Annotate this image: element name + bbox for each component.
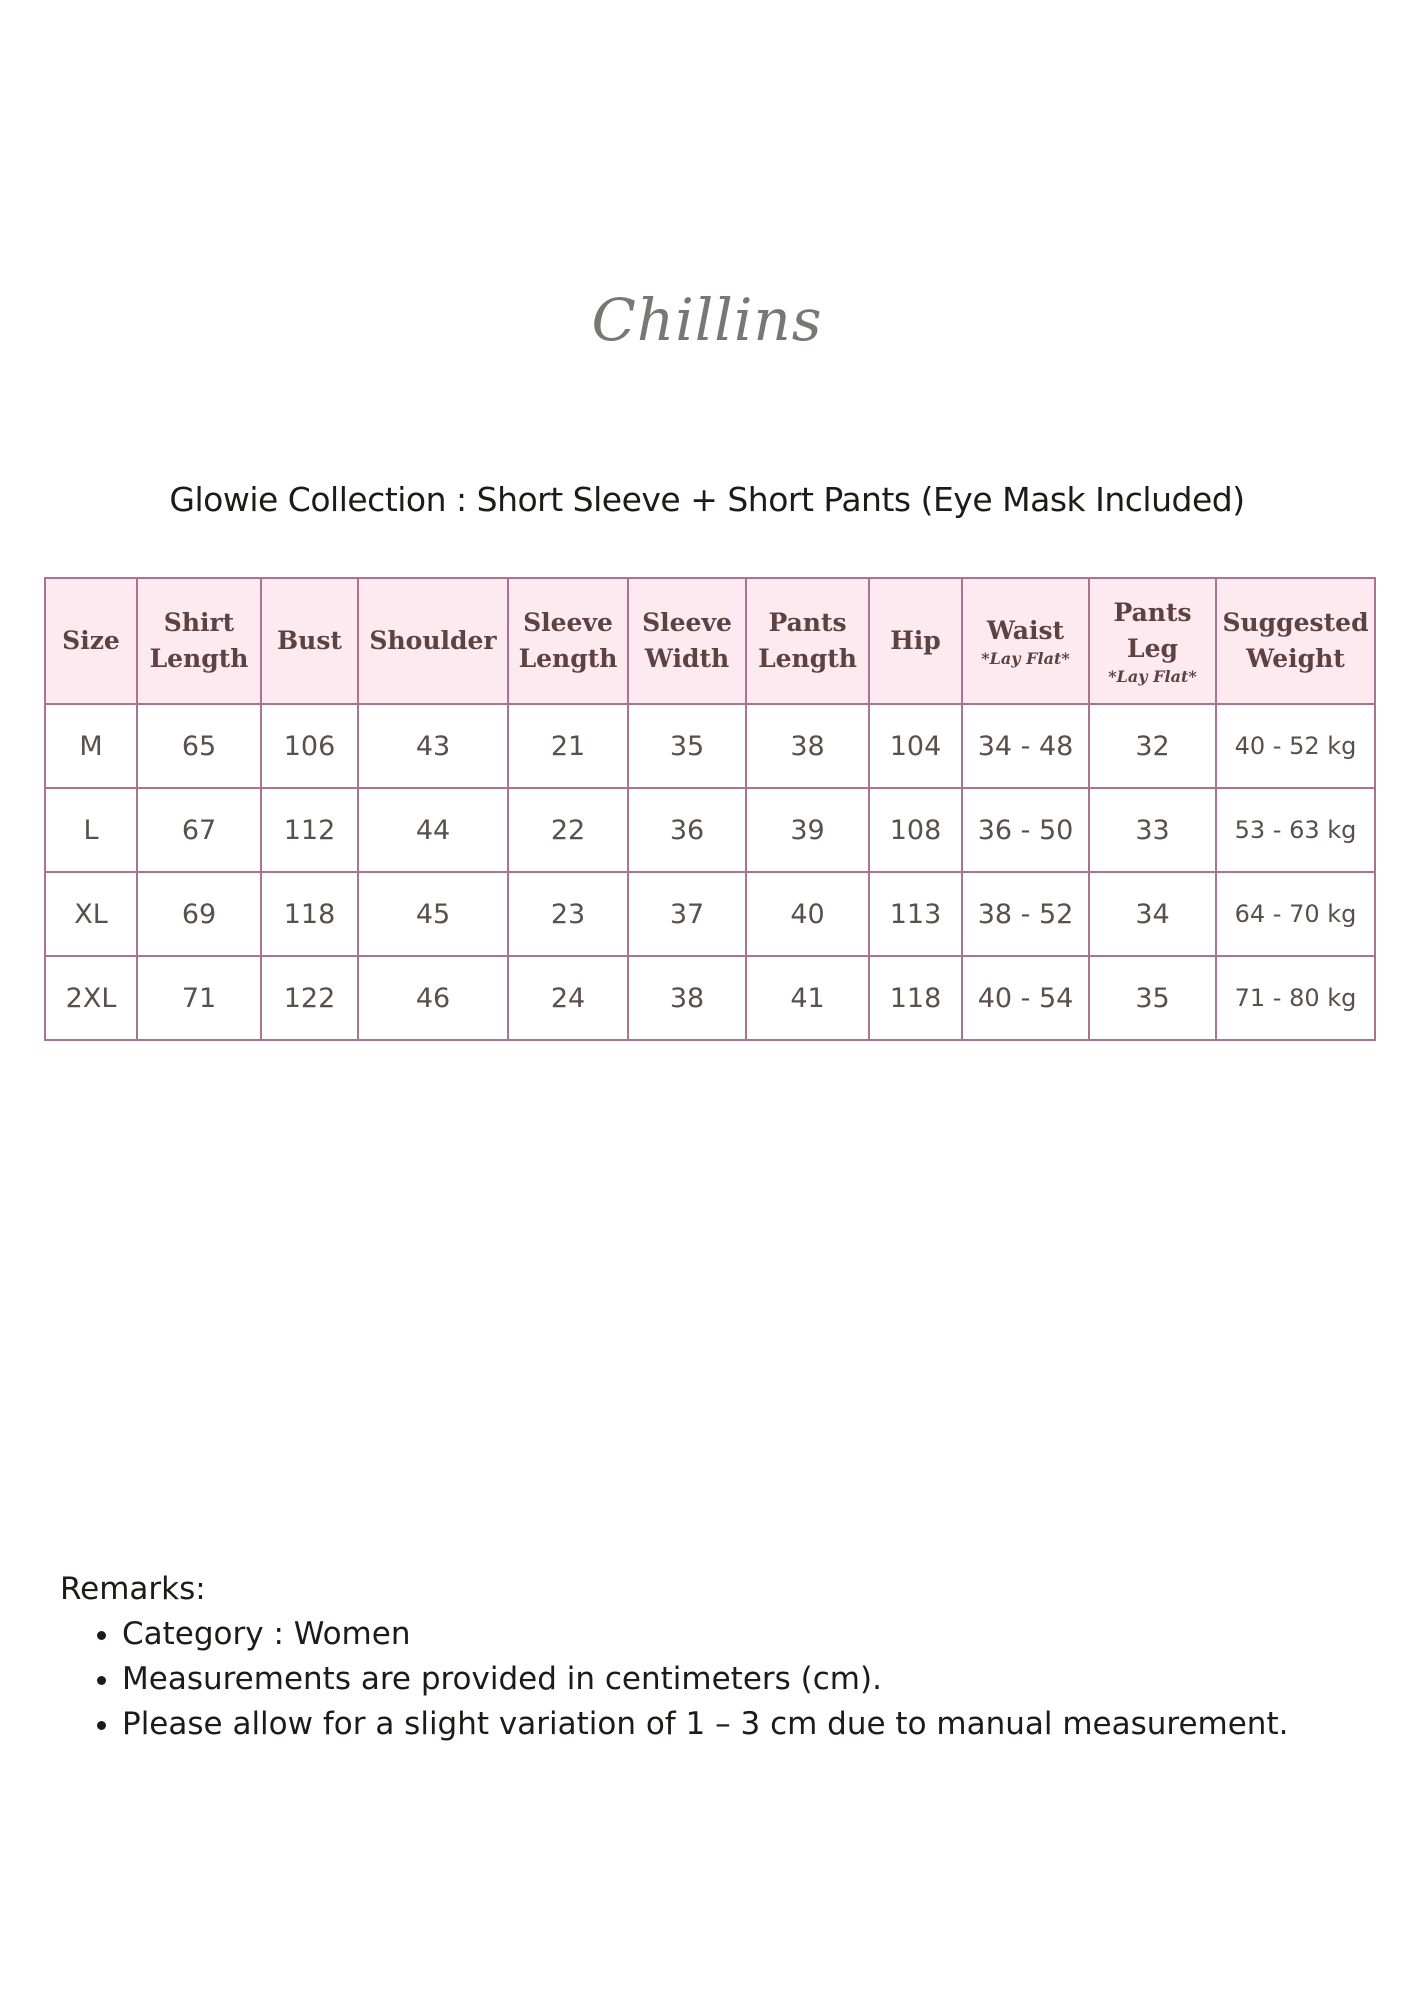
table-cell: 45 bbox=[358, 872, 508, 956]
table-cell: 35 bbox=[628, 704, 746, 788]
table-cell: 24 bbox=[508, 956, 628, 1040]
header-pants-leg-note: *Lay Flat* bbox=[1108, 667, 1197, 686]
table-cell: 32 bbox=[1089, 704, 1216, 788]
remarks-item: • Measurements are provided in centimeters (cm). bbox=[122, 1657, 1288, 1702]
table-cell: XL bbox=[45, 872, 137, 956]
table-cell: 53 - 63 kg bbox=[1216, 788, 1375, 872]
table-cell: 112 bbox=[261, 788, 358, 872]
brand-logo: Chillins bbox=[591, 286, 823, 354]
table-cell: 122 bbox=[261, 956, 358, 1040]
table-cell: 40 bbox=[746, 872, 869, 956]
remarks-section bbox=[60, 1566, 1288, 1747]
remarks-title: Remarks: bbox=[60, 1571, 206, 1607]
table-cell: 36 bbox=[628, 788, 746, 872]
header-shirt-length: Shirt Length bbox=[137, 578, 261, 704]
table-cell: 65 bbox=[137, 704, 261, 788]
size-chart-table bbox=[44, 577, 1376, 1041]
table-cell: 46 bbox=[358, 956, 508, 1040]
table-cell: 38 - 52 bbox=[962, 872, 1089, 956]
table-row bbox=[45, 956, 1375, 1040]
table-cell: 71 bbox=[137, 956, 261, 1040]
table-cell: 67 bbox=[137, 788, 261, 872]
header-row bbox=[45, 578, 1375, 704]
table-cell: 41 bbox=[746, 956, 869, 1040]
table-cell: 44 bbox=[358, 788, 508, 872]
header-bust: Bust bbox=[261, 578, 358, 704]
table-cell: 33 bbox=[1089, 788, 1216, 872]
table-row bbox=[45, 788, 1375, 872]
table-cell: 36 - 50 bbox=[962, 788, 1089, 872]
table-cell: 38 bbox=[746, 704, 869, 788]
table-cell: 23 bbox=[508, 872, 628, 956]
table-cell: 34 bbox=[1089, 872, 1216, 956]
table-cell: 108 bbox=[869, 788, 962, 872]
table-cell: 106 bbox=[261, 704, 358, 788]
header-sleeve-width: Sleeve Width bbox=[628, 578, 746, 704]
header-hip: Hip bbox=[869, 578, 962, 704]
remarks-list bbox=[60, 1612, 1288, 1747]
table-cell: 118 bbox=[261, 872, 358, 956]
table-cell: 64 - 70 kg bbox=[1216, 872, 1375, 956]
table-cell: 71 - 80 kg bbox=[1216, 956, 1375, 1040]
table-cell: 40 - 52 kg bbox=[1216, 704, 1375, 788]
table-cell: 37 bbox=[628, 872, 746, 956]
table-cell: 21 bbox=[508, 704, 628, 788]
table-row bbox=[45, 872, 1375, 956]
table-cell: 43 bbox=[358, 704, 508, 788]
header-pants-length: Pants Length bbox=[746, 578, 869, 704]
remarks-item: • Category : Women bbox=[122, 1612, 1288, 1657]
collection-title: Glowie Collection : Short Sleeve + Short Pants (Eye Mask Included) bbox=[169, 480, 1245, 519]
table-cell: 35 bbox=[1089, 956, 1216, 1040]
table-cell: 34 - 48 bbox=[962, 704, 1089, 788]
header-shoulder: Shoulder bbox=[358, 578, 508, 704]
table-cell: 2XL bbox=[45, 956, 137, 1040]
table-cell: 38 bbox=[628, 956, 746, 1040]
table-row bbox=[45, 704, 1375, 788]
remarks-item: • Please allow for a slight variation of 1 – 3 cm due to manual measurement. bbox=[122, 1702, 1288, 1747]
table-cell: 40 - 54 bbox=[962, 956, 1089, 1040]
table-cell: 22 bbox=[508, 788, 628, 872]
header-waist-note: *Lay Flat* bbox=[981, 649, 1070, 668]
header-pants-leg: Pants Leg *Lay Flat* bbox=[1089, 578, 1216, 704]
table-cell: 69 bbox=[137, 872, 261, 956]
table-cell: 39 bbox=[746, 788, 869, 872]
header-suggested-weight: Suggested Weight bbox=[1216, 578, 1375, 704]
table-cell: M bbox=[45, 704, 137, 788]
header-waist: Waist *Lay Flat* bbox=[962, 578, 1089, 704]
header-size: Size bbox=[45, 578, 137, 704]
table-cell: 104 bbox=[869, 704, 962, 788]
table-cell: 113 bbox=[869, 872, 962, 956]
table-cell: L bbox=[45, 788, 137, 872]
header-sleeve-length: Sleeve Length bbox=[508, 578, 628, 704]
table-cell: 118 bbox=[869, 956, 962, 1040]
